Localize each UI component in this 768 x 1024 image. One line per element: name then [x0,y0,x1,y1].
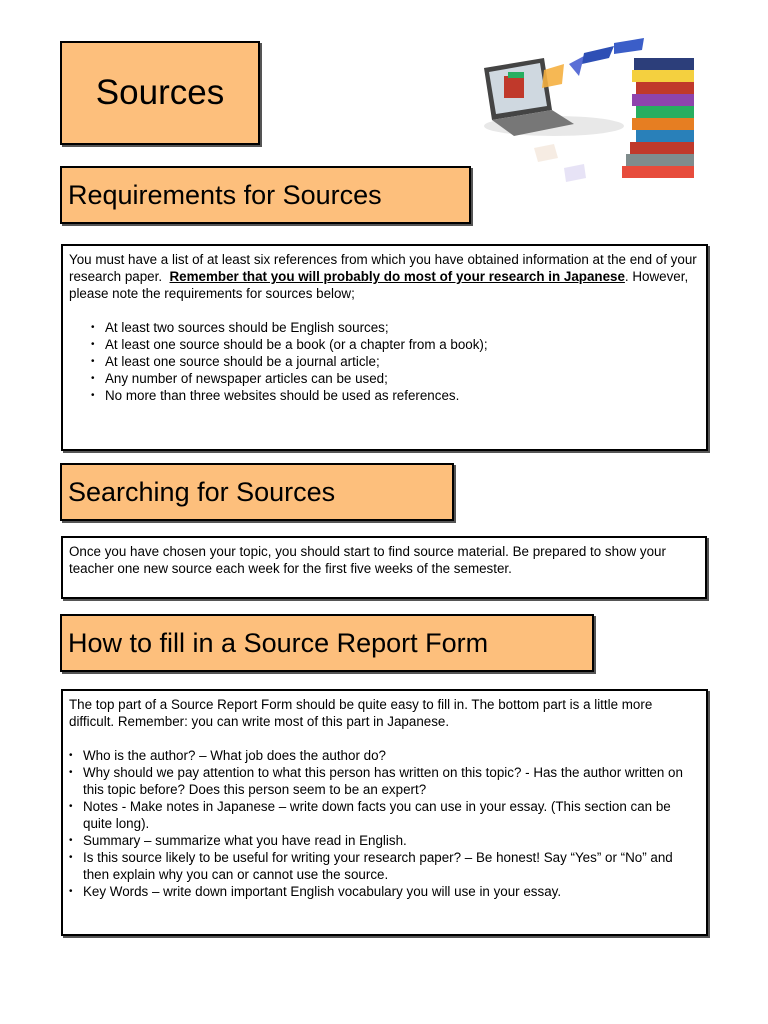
requirements-box [61,244,708,451]
report-heading: How to fill in a Source Report Form [68,627,489,658]
list-item: • No more than three websites should be used as references. [91,387,700,404]
list-item: • At least one source should be a book (or a chapter from a book); [91,336,700,353]
page-title: Sources [95,73,225,112]
list-item: • Summary – summarize what you have read in English. [69,832,700,849]
searching-heading: Searching for Sources [68,476,336,507]
report-intro: The top part of a Source Report Form should be quite easy to fill in. The bottom part is a little more difficult. Remember: you can write most of this part in Japanese. [69,697,653,729]
list-item: • Any number of newspaper articles can be used; [91,370,700,387]
list-item: • Is this source likely to be useful for writing your research paper? – Be honest! Say “Yes” or “No” and then explain why you can or cannot use the source. [69,849,700,883]
report-box [61,689,708,936]
list-item: • Notes - Make notes in Japanese – write down facts you can use in your essay. (This section can be quite long). [69,798,700,832]
requirements-heading: Requirements for Sources [68,179,382,210]
list-item: • At least two sources should be English sources; [91,319,700,336]
list-item: • Key Words – write down important English vocabulary you will use in your essay. [69,883,700,900]
list-item: • At least one source should be a journal article; [91,353,700,370]
requirements-emphasis: Remember that you will probably do most of your research in Japanese [169,269,625,284]
requirements-list [69,319,700,404]
title-box [60,41,260,145]
laptop-books-illustration [474,28,710,206]
searching-heading-box [60,463,454,521]
report-heading-box [60,614,594,672]
report-list [69,747,700,900]
searching-text: Once you have chosen your topic, you should start to find source material. Be prepared to show your teacher one new source each week for the first five weeks of the semester. [69,544,666,576]
requirements-intro: You must have a list of at least six references from which you have obtained information at the end of your research paper. Remember that you will probably do most of your research in Japanese. However, please note the requirements for sources below; [69,252,697,301]
requirements-heading-box [60,166,471,224]
searching-box [61,536,707,599]
list-item: • Who is the author? – What job does the author do? [69,747,700,764]
list-item: • Why should we pay attention to what this person has written on this topic? - Has the author written on this topic before? Does this person seem to be an expert? [69,764,700,798]
